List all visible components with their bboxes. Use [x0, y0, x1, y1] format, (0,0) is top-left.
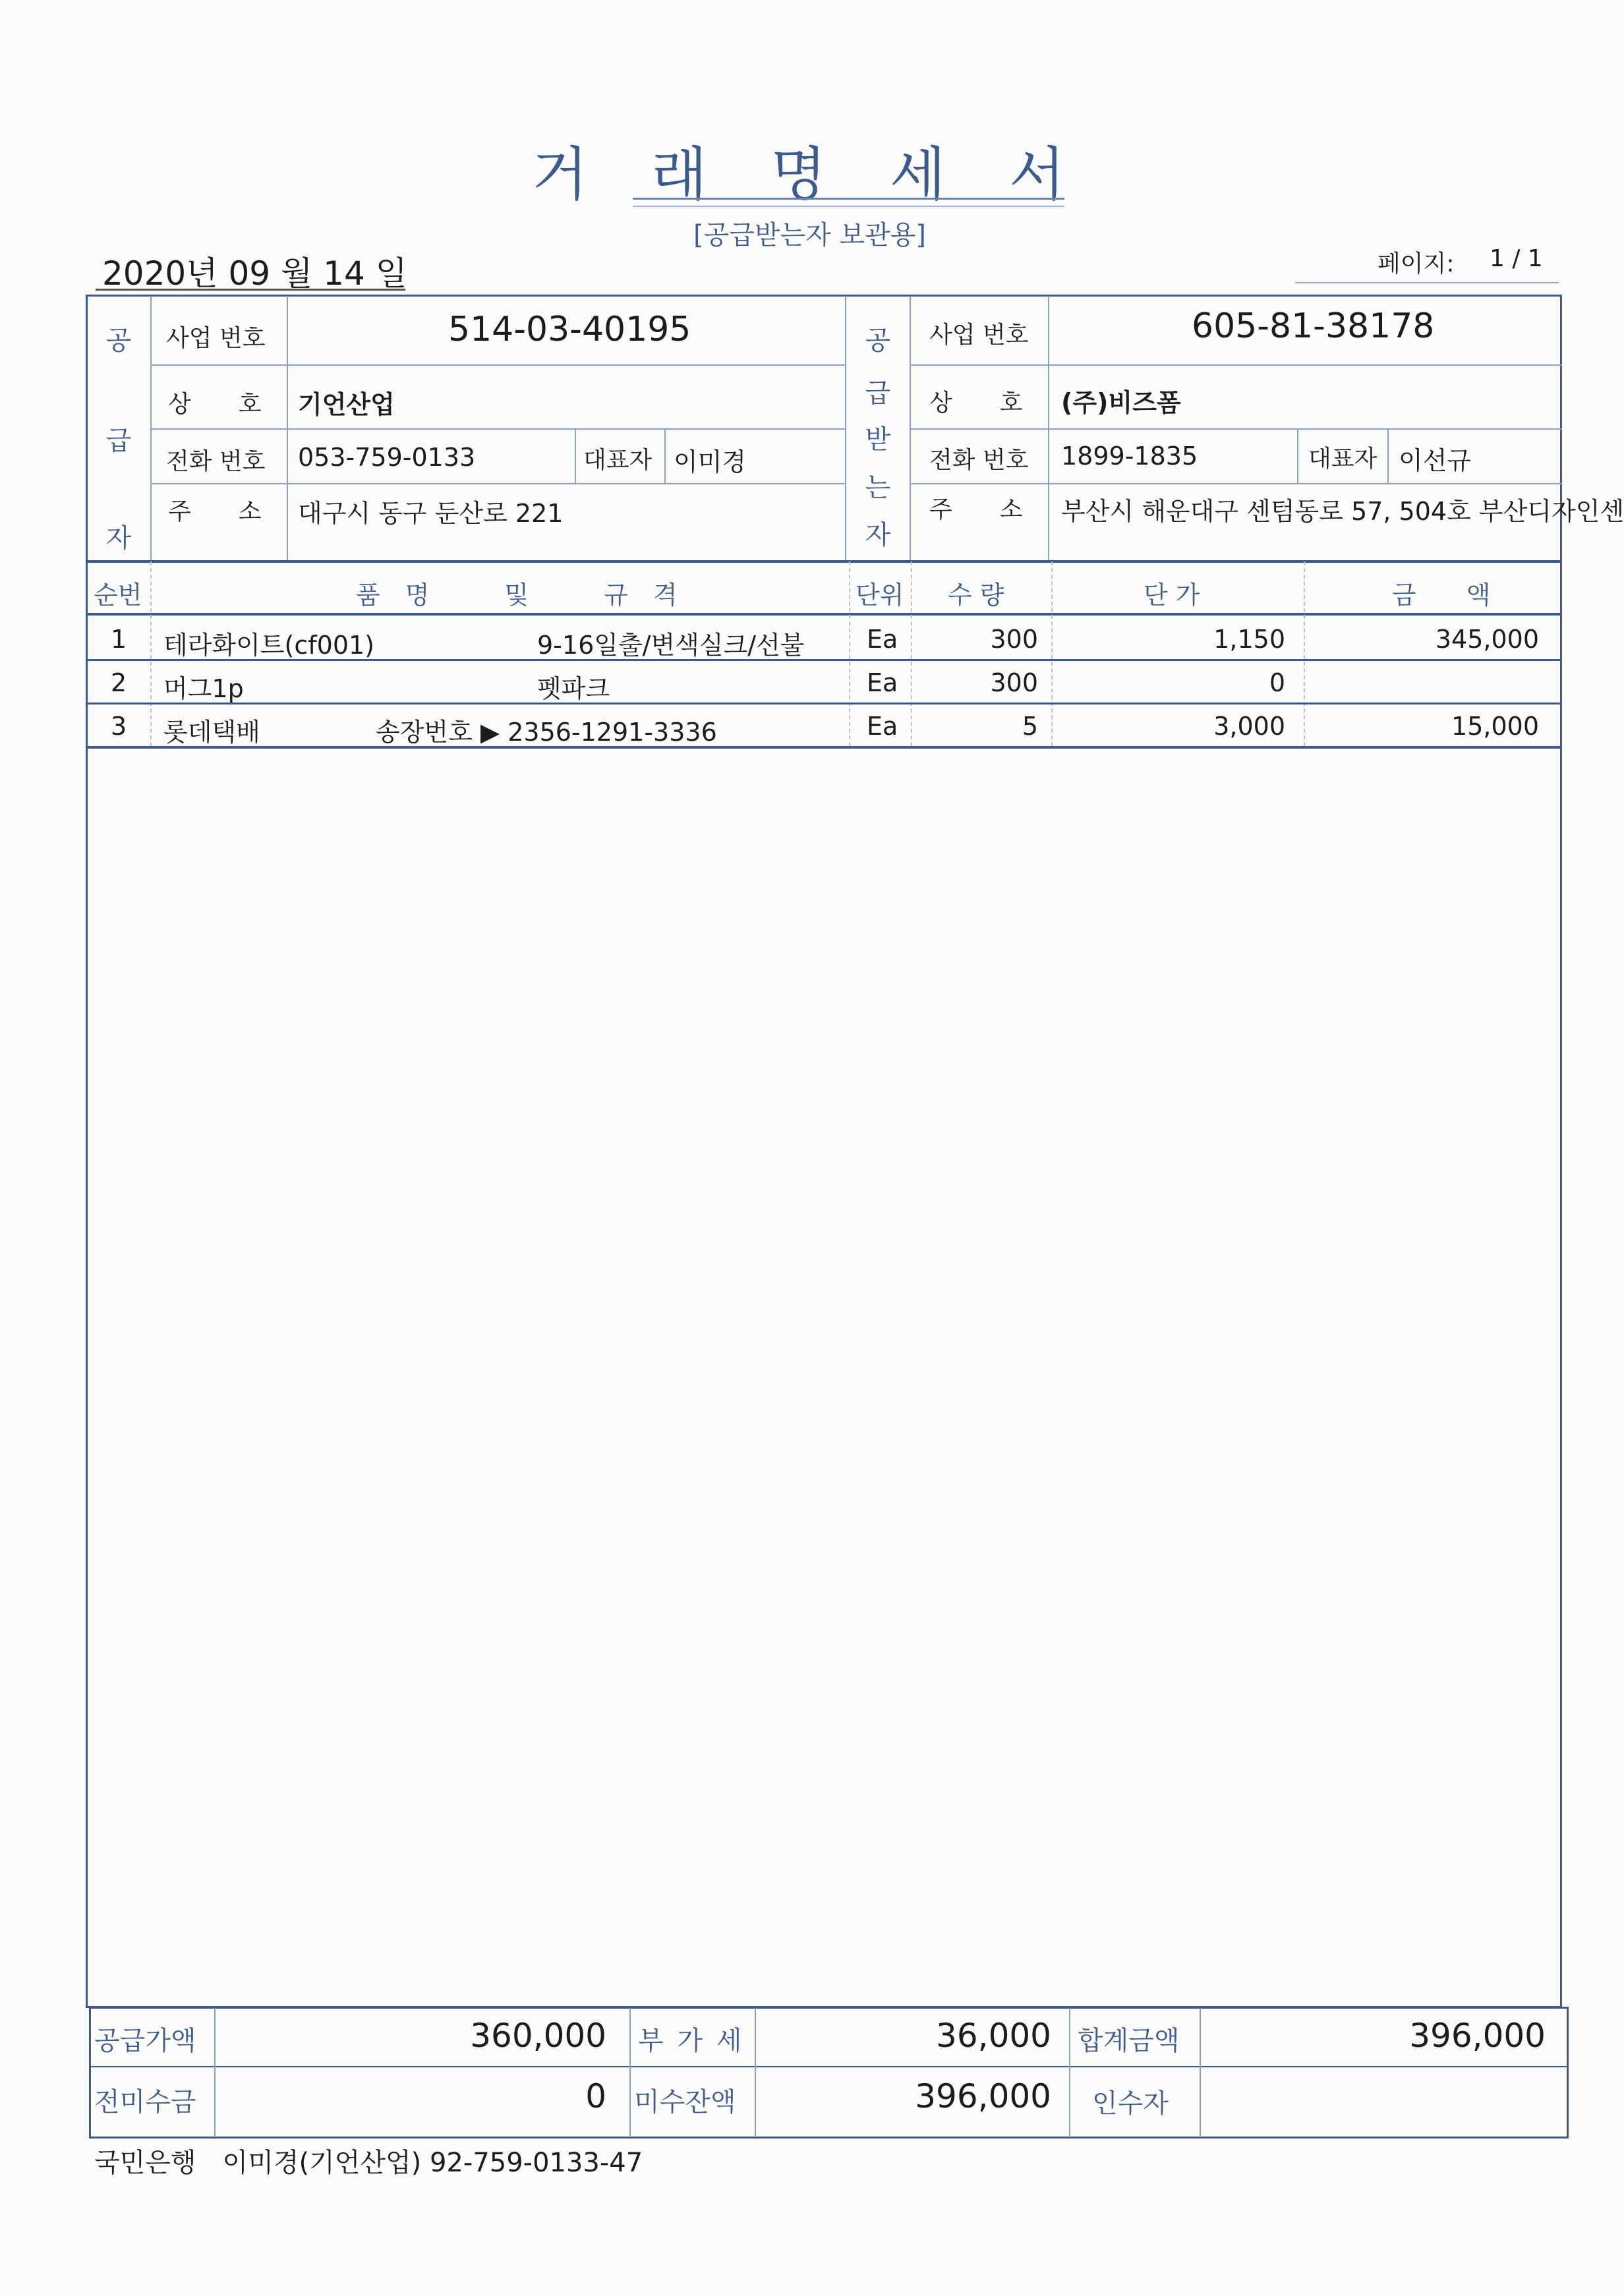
vat-amount: 36,000: [936, 2017, 1051, 2055]
prev-balance-label: 전미수금: [94, 2087, 196, 2117]
col-header-qty: 수 량: [948, 581, 1004, 610]
buyer-row-line-1: [910, 364, 1562, 366]
buyer-phone-label: 전화 번호: [929, 447, 1029, 474]
supplier-side-label-3: 자: [105, 523, 132, 554]
buyer-bizno-label: 사업 번호: [929, 322, 1029, 349]
supplier-rep: 이미경: [674, 447, 747, 476]
supplier-rep-divider-2: [664, 428, 666, 483]
col-divider-no: [150, 561, 152, 746]
issue-date: 2020년 09 월 14 일: [102, 254, 407, 293]
item-1-qty: 300: [990, 625, 1038, 654]
buyer-side-label-4: 는: [865, 473, 891, 503]
supplier-row-line-1: [150, 364, 845, 366]
col-divider-qty: [1051, 561, 1053, 746]
item-2-unit: Ea: [867, 668, 898, 697]
col-divider-name: [849, 561, 850, 746]
totals-divider-3: [755, 2008, 756, 2137]
buyer-addr-label: 주 소: [929, 496, 1023, 523]
item-2-spec: 펫파크: [537, 674, 610, 703]
supplier-bizno: 514-03-40195: [448, 310, 691, 349]
item-1-unit: Ea: [867, 625, 898, 654]
col-header-no: 순번: [94, 581, 142, 610]
col-header-unit: 단위: [856, 581, 904, 610]
page-label: 페이지:: [1378, 250, 1455, 277]
vat-label: 부 가 세: [638, 2026, 745, 2056]
buyer-name-label: 상 호: [929, 389, 1023, 416]
supplier-addr-label: 주 소: [168, 498, 262, 525]
supplier-addr: 대구시 동구 둔산로 221: [298, 499, 564, 528]
item-1-spec: 9-16일출/변색실크/선불: [537, 631, 805, 660]
supplier-phone: 053-759-0133: [298, 443, 476, 472]
item-3-amount: 15,000: [1451, 712, 1539, 741]
supply-amount-label: 공급가액: [94, 2026, 196, 2056]
supplier-row-line-2: [150, 428, 845, 430]
buyer-side-label-5: 자: [865, 520, 891, 550]
buyer-name: (주)비즈폼: [1061, 388, 1181, 417]
document-title: 거 래 명 세 서: [532, 140, 1088, 208]
buyer-rep-label: 대표자: [1308, 445, 1378, 473]
document-subtitle: [공급받는자 보관용]: [693, 220, 927, 250]
col-header-price: 단 가: [1144, 581, 1200, 610]
col-divider-unit: [911, 561, 912, 746]
buyer-row-line-2: [910, 428, 1562, 430]
total-amount-label: 합계금액: [1078, 2026, 1180, 2056]
totals-divider-1: [214, 2008, 216, 2137]
title-underline: [633, 198, 1064, 200]
item-2-qty: 300: [990, 668, 1038, 697]
buyer-side-label-3: 받: [865, 424, 891, 455]
bank-account: 국민은행 이미경(기언산업) 92-759-0133-47: [94, 2148, 643, 2178]
item-2-no: 2: [111, 668, 127, 697]
item-1-amount: 345,000: [1435, 625, 1539, 654]
total-amount: 396,000: [1409, 2017, 1546, 2055]
date-underline: [96, 289, 405, 291]
totals-divider-4: [1069, 2008, 1070, 2137]
item-row-line-3: [86, 746, 1562, 749]
page-number: 1 / 1: [1490, 245, 1543, 272]
item-2-name: 머그1p: [163, 674, 244, 703]
item-3-unit: Ea: [867, 712, 898, 741]
buyer-rep-divider-2: [1387, 428, 1389, 483]
buyer-side-label-2: 급: [865, 378, 891, 409]
item-3-price: 3,000: [1213, 712, 1285, 741]
item-1-no: 1: [111, 625, 127, 654]
receiver-label: 인수자: [1092, 2088, 1169, 2119]
item-1-price: 1,150: [1213, 625, 1285, 654]
buyer-bizno: 605-81-38178: [1192, 306, 1435, 346]
invoice-frame: [86, 295, 1624, 2008]
col-divider-price: [1304, 561, 1305, 746]
totals-divider-2: [629, 2008, 631, 2137]
supplier-bizno-label: 사업 번호: [166, 325, 266, 352]
party-section-bottom: [86, 560, 1562, 563]
unpaid-balance: 396,000: [915, 2077, 1051, 2115]
item-3-qty: 5: [1022, 712, 1038, 741]
supply-amount: 360,000: [470, 2017, 606, 2055]
prev-balance: 0: [585, 2077, 606, 2115]
supplier-name: 기언산업: [298, 390, 395, 419]
supplier-rep-divider-1: [575, 428, 576, 483]
col-header-amount: 금 액: [1392, 581, 1491, 610]
supplier-side-label-2: 급: [105, 426, 132, 456]
supplier-phone-label: 전화 번호: [166, 448, 266, 475]
buyer-side-label-1: 공: [865, 326, 891, 356]
party-divider: [845, 296, 846, 560]
totals-divider-5: [1200, 2008, 1201, 2137]
item-1-name: 테라화이트(cf001): [163, 631, 374, 660]
buyer-rep: 이선규: [1399, 446, 1472, 475]
buyer-addr-clip: [1061, 491, 1624, 527]
items-header-bottom: [86, 613, 1562, 616]
supplier-row-line-3: [150, 483, 845, 484]
page-underline: [1295, 282, 1559, 283]
item-3-name: 롯데택배: [163, 718, 260, 747]
buyer-rep-divider-1: [1297, 428, 1298, 483]
supplier-rep-label: 대표자: [583, 447, 652, 474]
item-2-price: 0: [1269, 668, 1285, 697]
col-header-name: 품 명 및 규 격: [356, 581, 678, 610]
unpaid-balance-label: 미수잔액: [634, 2087, 736, 2117]
item-3-spec: 송장번호 ▶ 2356-1291-3336: [376, 718, 717, 747]
buyer-phone: 1899-1835: [1061, 442, 1198, 471]
supplier-name-label: 상 호: [168, 391, 262, 418]
totals-row-line: [89, 2066, 1569, 2067]
title-underline-2: [633, 206, 1064, 207]
buyer-row-line-3: [910, 483, 1562, 484]
item-3-no: 3: [111, 712, 127, 741]
item-row-line-2: [86, 703, 1562, 704]
buyer-addr: 부산시 해운대구 센텀동로 57, 504호 부산디자인센: [1061, 497, 1624, 526]
supplier-side-label-1: 공: [105, 326, 132, 356]
